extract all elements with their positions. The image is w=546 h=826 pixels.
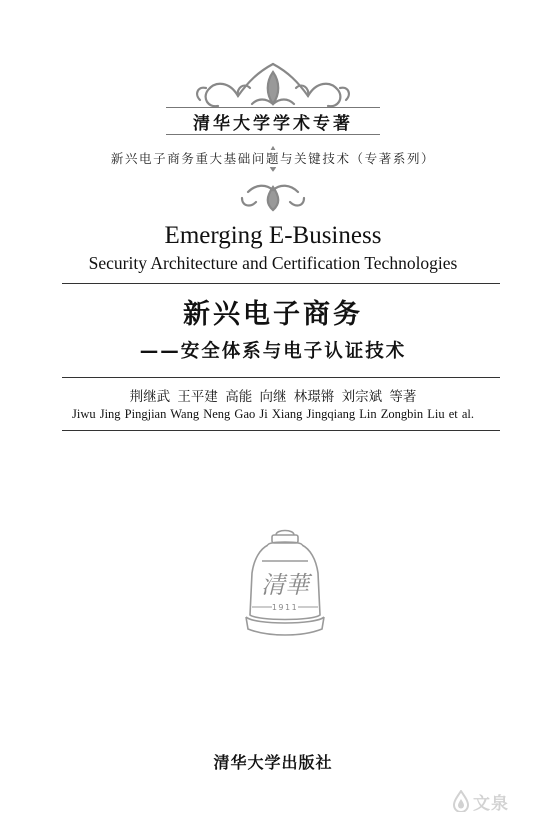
series-name: 清华大学学术专著: [193, 113, 353, 134]
series-subtitle-line: [0, 149, 546, 167]
authors-chinese: 荆继武 王平建 高能 向继 林璟锵 刘宗斌 等著: [129, 389, 417, 405]
english-subtitle: Security Architecture and Certification Technologies: [88, 253, 458, 273]
watermark-text: 文泉: [473, 793, 509, 814]
tsinghua-bell-emblem-icon: [238, 527, 332, 639]
series-subtitle: 新兴电子商务重大基础问题与关键技术（专著系列）: [107, 150, 439, 167]
divider: [62, 430, 500, 431]
divider: [62, 377, 500, 378]
chinese-title: 新兴电子商务: [183, 299, 363, 330]
authors-english: Jiwu Jing Pingjian Wang Neng Gao Ji Xiang Jingqiang Lin Zongbin Liu et al.: [71, 407, 474, 421]
series-name-banner: [166, 107, 380, 135]
chinese-subtitle: ——安全体系与电子认证技术: [139, 341, 407, 362]
watermark: [452, 788, 532, 814]
divider: [62, 283, 500, 284]
english-title: Emerging E-Business: [164, 222, 382, 249]
emblem-year: 1911: [271, 603, 299, 612]
emblem-calligraphy: 清華: [261, 571, 309, 599]
publisher-name: 清华大学出版社: [213, 753, 333, 772]
drop-logo-icon: [452, 790, 470, 812]
